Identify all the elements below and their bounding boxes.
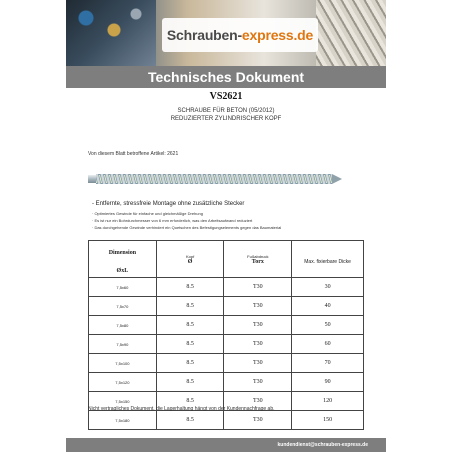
cell-drive: T30 <box>224 373 292 392</box>
cell-dimension: 7,5x80 <box>89 316 157 335</box>
table-row <box>89 373 364 392</box>
screws-photo <box>316 0 386 66</box>
footer-email[interactable]: kundendienst@schrauben-express.de <box>277 442 368 448</box>
header-head: Kopf Ø <box>156 241 224 278</box>
cell-head: 8.5 <box>156 411 224 430</box>
header-max-thickness: Max. fixierbare Dicke <box>292 241 364 278</box>
cell-head: 8.5 <box>156 316 224 335</box>
cell-head: 8.5 <box>156 354 224 373</box>
cell-max: 70 <box>292 354 364 373</box>
cell-head: 8.5 <box>156 392 224 411</box>
cell-head: 8.5 <box>156 297 224 316</box>
table-row <box>89 297 364 316</box>
cell-drive: T30 <box>224 297 292 316</box>
table-row <box>89 411 364 430</box>
table-row <box>89 335 364 354</box>
page-title: Technisches Dokument <box>147 69 305 85</box>
cell-drive: T30 <box>224 354 292 373</box>
cell-max: 120 <box>292 392 364 411</box>
cell-max: 40 <box>292 297 364 316</box>
cell-drive: T30 <box>224 335 292 354</box>
feature-item: · Optimiertes Gewinde für einfache und gleichmäßige Drehung <box>92 211 203 216</box>
header-drive: Fußabdruck Torx <box>224 241 292 278</box>
document-subtitle-1: SCHRAUBE FÜR BETON (05/2012) <box>177 108 275 114</box>
cell-max: 60 <box>292 335 364 354</box>
screw-image <box>88 172 342 186</box>
cell-head: 8.5 <box>156 373 224 392</box>
cell-drive: T30 <box>224 316 292 335</box>
logo[interactable] <box>162 18 318 52</box>
feature-main: - Entfernte, stressfreie Montage ohne zusätzliche Stecker <box>92 201 245 207</box>
cell-max: 150 <box>292 411 364 430</box>
logo-text-part2: express.de <box>241 27 314 43</box>
cell-dimension: 7,5x90 <box>89 335 157 354</box>
document-code: VS2621 <box>209 91 243 102</box>
header-dimension: Dimension ØxL <box>89 241 157 278</box>
cell-max: 90 <box>292 373 364 392</box>
cell-drive: T30 <box>224 392 292 411</box>
cell-dimension: 7,5x120 <box>89 373 157 392</box>
table-row <box>89 354 364 373</box>
tools-photo <box>66 0 156 66</box>
cell-head: 8.5 <box>156 278 224 297</box>
cell-head: 8.5 <box>156 335 224 354</box>
feature-item: · Es ist nur ein Bohrdurchmesser von 6 mm erforderlich, was den Arbeitsaufwand reduziert <box>92 218 253 223</box>
cell-dimension: 7,5x70 <box>89 297 157 316</box>
footnote: Nicht vertragliches Dokument, die Lagerhaltung hängt von der Kundennachfrage ab. <box>88 406 275 412</box>
cell-dimension: 7,5x100 <box>89 354 157 373</box>
cell-max: 30 <box>292 278 364 297</box>
cell-dimension: 7,5x180 <box>89 411 157 430</box>
logo-text-part1: Schrauben- <box>166 27 242 43</box>
footer-bar <box>66 438 386 452</box>
document-sheet <box>66 0 386 452</box>
table-header-row <box>89 241 364 278</box>
cell-drive: T30 <box>224 278 292 297</box>
cell-max: 50 <box>292 316 364 335</box>
cell-dimension: 7,5x150 <box>89 392 157 411</box>
spec-table <box>88 240 364 430</box>
table-row <box>89 316 364 335</box>
document-subtitle-2: REDUZIERTER ZYLINDRISCHER KOPF <box>170 116 282 122</box>
table-row <box>89 278 364 297</box>
feature-item: · Das durchgehende Gewinde verhindert ein Quetschen des Befestigungselements gegen das Baumaterial <box>92 225 282 230</box>
cell-drive: T30 <box>224 411 292 430</box>
title-bar <box>66 66 386 88</box>
affected-articles: Von diesem Blatt betroffene Artikel: 2621 <box>88 151 179 157</box>
cell-dimension: 7,5x60 <box>89 278 157 297</box>
header-banner <box>66 0 386 66</box>
